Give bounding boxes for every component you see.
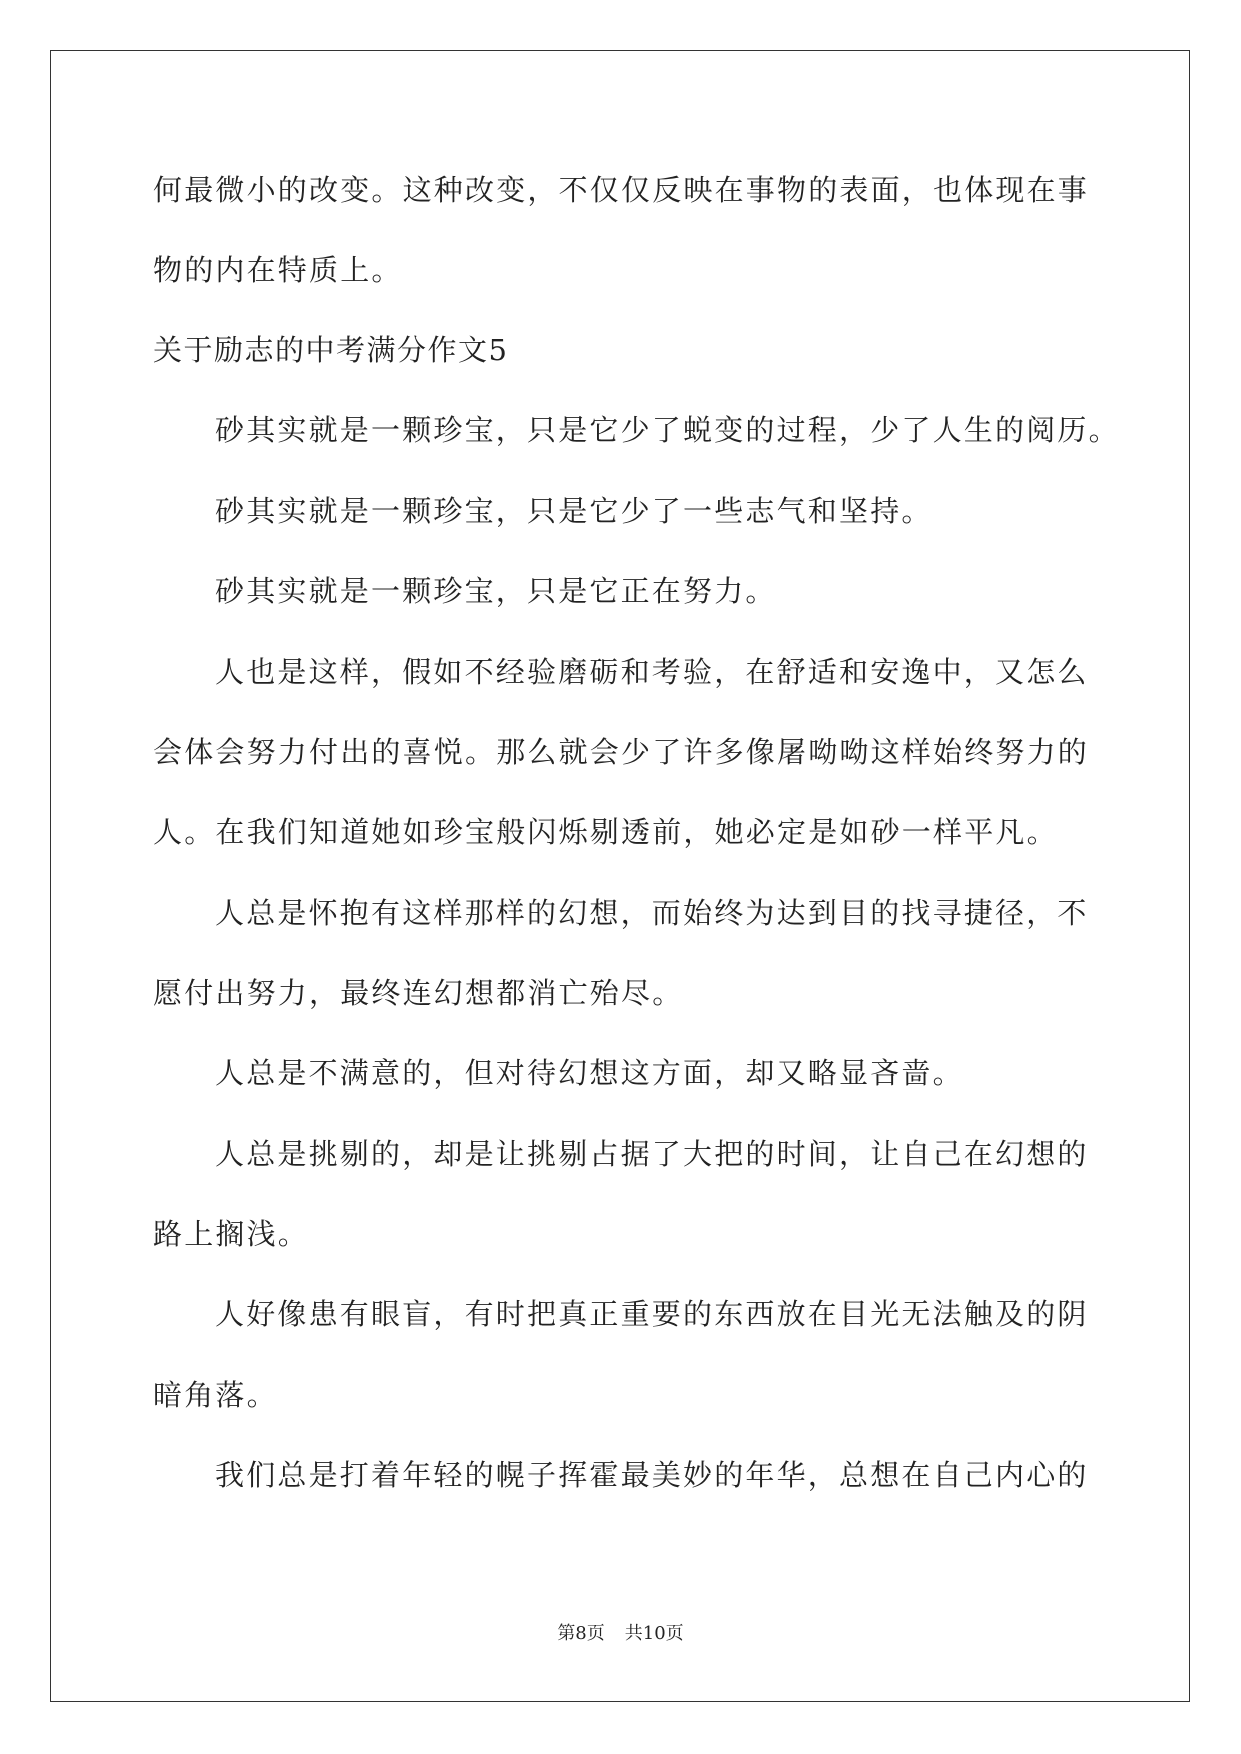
body-line: 路上搁浅。	[153, 1217, 310, 1251]
body-line: 人总是挑剔的，却是让挑剔占据了大把的时间，让自己在幻想的	[215, 1137, 1089, 1171]
page-total: 共10页	[624, 1623, 684, 1644]
body-line: 人也是这样，假如不经验磨砺和考验，在舒适和安逸中，又怎么	[215, 655, 1089, 689]
body-line: 砂其实就是一颗珍宝，只是它少了一些志气和坚持。	[215, 494, 933, 528]
body-line: 何最微小的改变。这种改变，不仅仅反映在事物的表面，也体现在事	[153, 173, 1090, 207]
body-line: 物的内在特质上。	[153, 253, 403, 287]
page-border	[50, 50, 1190, 1702]
body-line: 砂其实就是一颗珍宝，只是它正在努力。	[215, 574, 777, 608]
body-line: 人总是不满意的，但对待幻想这方面，却又略显吝啬。	[215, 1056, 964, 1090]
body-line: 人。在我们知道她如珍宝般闪烁剔透前，她必定是如砂一样平凡。	[153, 815, 1058, 849]
body-line: 愿付出努力，最终连幻想都消亡殆尽。	[153, 976, 684, 1010]
body-line: 暗角落。	[153, 1378, 278, 1412]
section-heading: 关于励志的中考满分作文5	[153, 333, 509, 367]
body-line: 人好像患有眼盲，有时把真正重要的东西放在目光无法触及的阴	[215, 1297, 1089, 1331]
body-line: 砂其实就是一颗珍宝，只是它少了蜕变的过程，少了人生的阅历。	[215, 413, 1120, 447]
body-line: 人总是怀抱有这样那样的幻想，而始终为达到目的找寻捷径，不	[215, 896, 1089, 930]
body-line: 我们总是打着年轻的幌子挥霍最美妙的年华，总想在自己内心的	[215, 1458, 1089, 1492]
page-number: 第8页	[557, 1623, 605, 1644]
page-footer	[0, 1622, 1241, 1646]
body-line: 会体会努力付出的喜悦。那么就会少了许多像屠呦呦这样始终努力的	[153, 735, 1090, 769]
